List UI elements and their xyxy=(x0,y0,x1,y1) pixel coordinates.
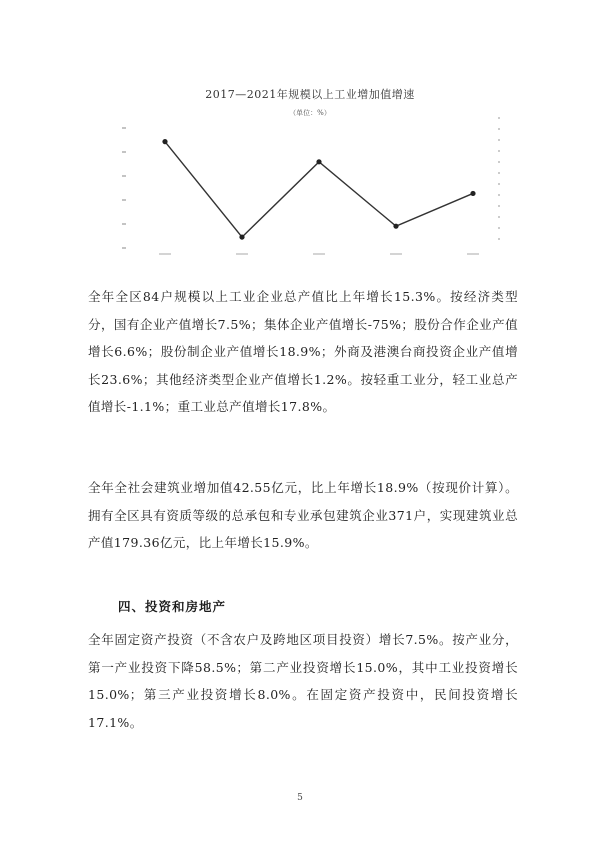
chart-subtitle: （单位：%） xyxy=(289,109,331,117)
data-point xyxy=(239,234,244,239)
series-line xyxy=(165,142,473,237)
section-heading-investment: 四、投资和房地产 xyxy=(118,599,227,614)
data-point xyxy=(470,191,475,196)
line-chart xyxy=(100,78,520,273)
chart-title: 2017—2021年规模以上工业增加值增速 xyxy=(205,88,415,101)
data-point xyxy=(393,224,398,229)
data-point xyxy=(316,159,321,164)
paragraph-investment: 全年固定资产投资（不含农户及跨地区项目投资）增长7.5%。按产业分，第一产业投资下降58.5%；第二产业投资增长15.0%，其中工业投资增长15.0%；第三产业投资增长8.0%。在固定资产投资中，民间投资增长17.1%。 xyxy=(88,632,518,730)
paragraph-construction: 全年全社会建筑业增加值42.55亿元，比上年增长18.9%（按现价计算）。拥有全区具有资质等级的总承包和专业承包建筑企业371户，实现建筑业总产值179.36亿元，比上年增长15.9%。 xyxy=(88,480,518,550)
data-point xyxy=(162,139,167,144)
paragraph-industry: 全年全区84户规模以上工业企业总产值比上年增长15.3%。按经济类型分，国有企业产值增长7.5%；集体企业产值增长-75%；股份合作企业产值增长6.6%；股份制企业产值增长18.9%；外商及港澳台商投资企业产值增长23.6%；其他经济类型企业产值增长1.2%。按轻重工业分，轻工业总产值增长-1.1%；重工业总产值增长17.8%。 xyxy=(88,289,518,414)
page-number: 5 xyxy=(297,793,303,803)
